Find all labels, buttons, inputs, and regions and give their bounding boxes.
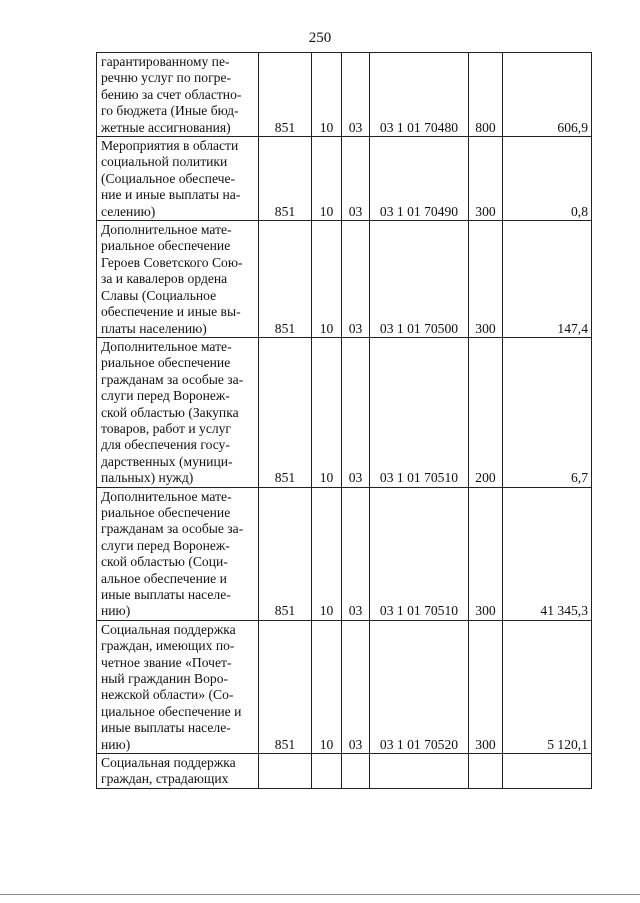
- section-code: 10: [312, 620, 342, 753]
- amount: 0,8: [503, 137, 592, 221]
- target-article-code: 03 1 01 70480: [370, 53, 469, 137]
- table-row: [97, 337, 592, 487]
- section-code: 10: [312, 337, 342, 487]
- page-number: 250: [308, 30, 332, 46]
- amount: 606,9: [503, 53, 592, 137]
- budget-table: [96, 52, 592, 789]
- expense-type-code: 300: [469, 137, 503, 221]
- section-code: 10: [312, 221, 342, 338]
- grbs-code: [259, 754, 312, 789]
- subsection-code: 03: [342, 137, 370, 221]
- grbs-code: 851: [259, 53, 312, 137]
- scan-edge-line: [0, 894, 640, 895]
- grbs-code: 851: [259, 620, 312, 753]
- expense-type-code: 300: [469, 221, 503, 338]
- target-article-code: 03 1 01 70510: [370, 487, 469, 620]
- grbs-code: 851: [259, 137, 312, 221]
- table-row: [97, 620, 592, 753]
- section-code: [312, 754, 342, 789]
- row-description: Мероприятия в области социальной политики (Социальное обеспече- ние и иные выплаты на- селению): [97, 137, 259, 221]
- section-code: 10: [312, 487, 342, 620]
- subsection-code: 03: [342, 221, 370, 338]
- row-description: Социальная поддержка граждан, страдающих: [97, 754, 259, 789]
- row-description: гарантированному пе- речню услуг по погре- бению за счет областно- го бюджета (Иные бюд- жетные ассигнования): [97, 53, 259, 137]
- row-description: Дополнительное мате- риальное обеспечение Героев Советского Сою- за и кавалеров ордена Славы (Социальное обеспечение и иные вы- платы населению): [97, 221, 259, 338]
- amount: 41 345,3: [503, 487, 592, 620]
- table-row: [97, 137, 592, 221]
- amount: 147,4: [503, 221, 592, 338]
- expense-type-code: 200: [469, 337, 503, 487]
- target-article-code: 03 1 01 70500: [370, 221, 469, 338]
- table-row: [97, 53, 592, 137]
- subsection-code: 03: [342, 620, 370, 753]
- expense-type-code: [469, 754, 503, 789]
- row-description: Дополнительное мате- риальное обеспечение гражданам за особые за- слуги перед Воронеж- ской областью (Закупка товаров, работ и услуг для обеспечения госу- дарственных (муници- пальных) нужд): [97, 337, 259, 487]
- grbs-code: 851: [259, 221, 312, 338]
- target-article-code: [370, 754, 469, 789]
- table-row: [97, 487, 592, 620]
- row-description: Социальная поддержка граждан, имеющих по- четное звание «Почет- ный гражданин Воро- нежской области» (Со- циальное обеспечение и иные выплаты населе- нию): [97, 620, 259, 753]
- section-code: 10: [312, 53, 342, 137]
- row-description: Дополнительное мате- риальное обеспечение гражданам за особые за- слуги перед Воронеж- ской областью (Соци- альное обеспечение и иные выплаты населе- нию): [97, 487, 259, 620]
- subsection-code: [342, 754, 370, 789]
- target-article-code: 03 1 01 70520: [370, 620, 469, 753]
- expense-type-code: 300: [469, 620, 503, 753]
- target-article-code: 03 1 01 70490: [370, 137, 469, 221]
- table-row: [97, 221, 592, 338]
- section-code: 10: [312, 137, 342, 221]
- subsection-code: 03: [342, 53, 370, 137]
- grbs-code: 851: [259, 337, 312, 487]
- table-row: [97, 754, 592, 789]
- amount: 5 120,1: [503, 620, 592, 753]
- grbs-code: 851: [259, 487, 312, 620]
- target-article-code: 03 1 01 70510: [370, 337, 469, 487]
- expense-type-code: 800: [469, 53, 503, 137]
- amount: [503, 754, 592, 789]
- subsection-code: 03: [342, 487, 370, 620]
- expense-type-code: 300: [469, 487, 503, 620]
- subsection-code: 03: [342, 337, 370, 487]
- amount: 6,7: [503, 337, 592, 487]
